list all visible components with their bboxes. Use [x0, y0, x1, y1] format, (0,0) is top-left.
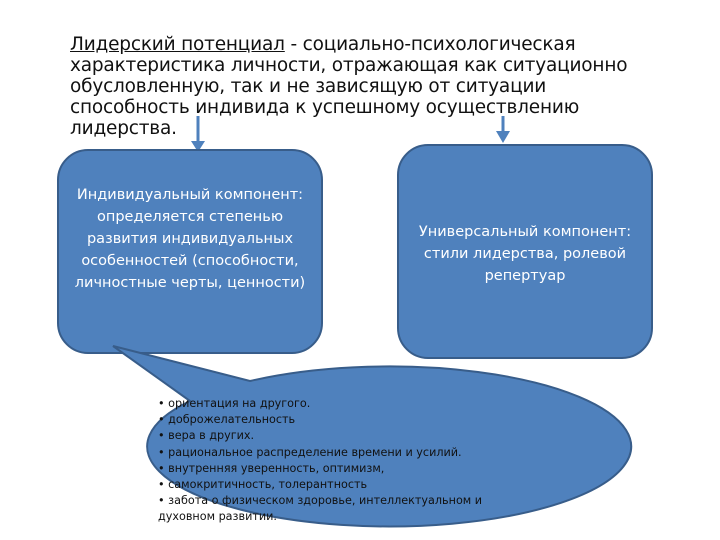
trait-item: • вера в других. — [158, 429, 255, 443]
trait-item: • внутренняя уверенность, оптимизм, — [158, 461, 385, 475]
trait-item: • рациональное распределение времени и усилий. — [158, 445, 462, 459]
left-arrow — [191, 116, 205, 152]
trait-item: • забота о физическом здоровье, интеллектуальном и духовном развитии. — [158, 494, 483, 524]
trait-item: • самокритичность, толерантность — [158, 478, 368, 492]
right-arrow — [496, 116, 510, 143]
definition-text: - социально-психологическая характеристика личности, отражающая как ситуационно обусловленную, так и не зависящую от ситуации способность индивида к успешному осуществлению лидерства. — [70, 34, 628, 139]
trait-item: • доброжелательность — [158, 413, 296, 427]
individual-component-text: Индивидуальный компонент: определяется степенью развития индивидуальных особенностей (способности, личностные черты, ценности) — [74, 187, 306, 291]
definition-term: Лидерский потенциал — [70, 34, 285, 55]
traits-list — [158, 396, 518, 526]
trait-item: • ориентация на другого. — [158, 397, 311, 410]
universal-component-text: Универсальный компонент: стили лидерства, ролевой репертуар — [418, 224, 632, 284]
